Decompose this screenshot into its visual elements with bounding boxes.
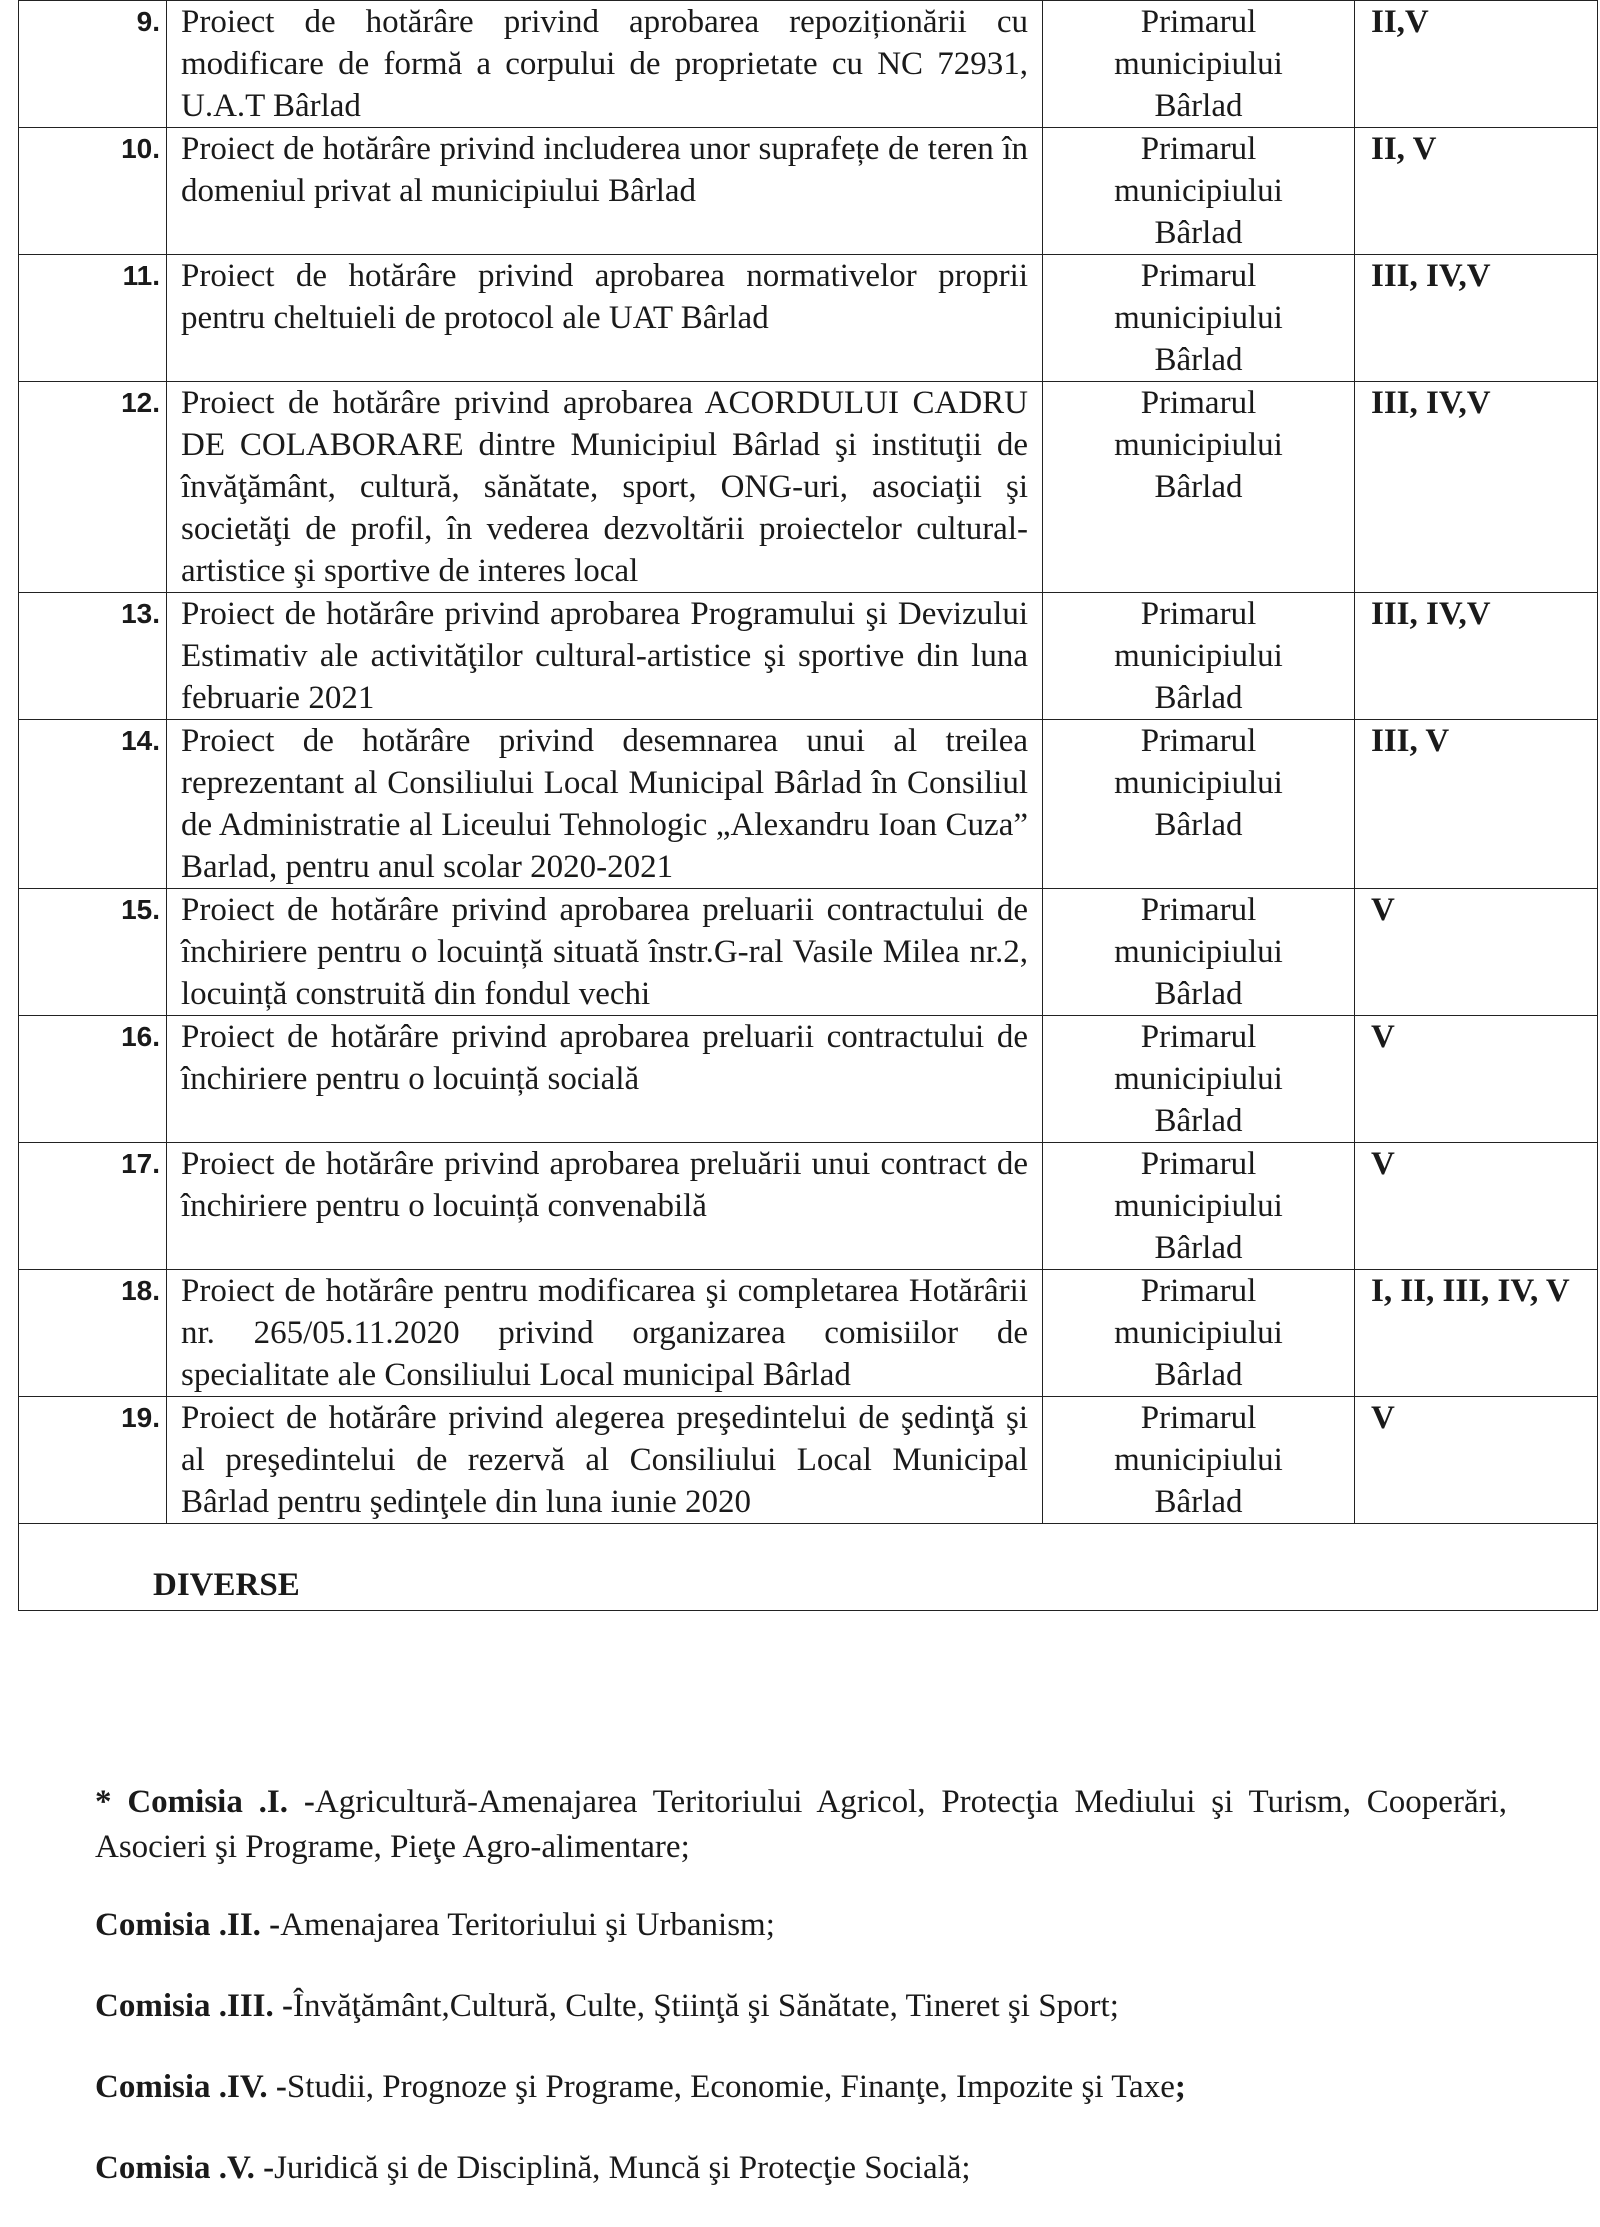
- agenda-row: [19, 889, 1598, 1016]
- item-title: Proiect de hotărâre privind aprobarea Programului şi Devizului Estimativ ale activităţilor cultural-artistice şi sportive din luna februarie 2021: [167, 593, 1043, 720]
- item-number: 16.: [19, 1016, 167, 1143]
- agenda-row: [19, 1397, 1598, 1524]
- item-commissions: III, IV,V: [1355, 593, 1598, 720]
- legend-text: Agricultură-Amenajarea Teritoriului Agricol, Protecţia Mediului şi Turism, Cooperări, Asocieri şi Programe, Pieţe Agro-alimentare;: [95, 1784, 1507, 1865]
- initiator-line: Bârlad: [1154, 88, 1243, 124]
- initiator-line: Primarul: [1140, 4, 1257, 40]
- initiator-line: Bârlad: [1154, 1230, 1243, 1266]
- item-number: 19.: [19, 1397, 167, 1524]
- item-title: Proiect de hotărâre privind alegerea preşedintelui de şedinţă şi al preşedintelui de rezervă al Consiliului Local Municipal Bârlad pentru şedinţele din luna iunie 2020: [167, 1397, 1043, 1524]
- item-title: Proiect de hotărâre privind includerea unor suprafețe de teren în domeniul privat al municipiului Bârlad: [167, 128, 1043, 255]
- initiator-line: Bârlad: [1154, 342, 1243, 378]
- initiator-line: Bârlad: [1154, 1357, 1243, 1393]
- item-commissions: V: [1355, 1016, 1598, 1143]
- item-commissions: III, IV,V: [1355, 255, 1598, 382]
- item-initiator: [1043, 382, 1355, 593]
- legend-label: Comisia .V. -: [95, 2150, 275, 2186]
- initiator-line: Bârlad: [1154, 976, 1243, 1012]
- item-initiator: [1043, 128, 1355, 255]
- item-initiator: [1043, 1016, 1355, 1143]
- legend-commission-1: [95, 1780, 1507, 1870]
- item-initiator: [1043, 1270, 1355, 1397]
- initiator-line: municipiului: [1114, 300, 1283, 336]
- legend-label: * Comisia .I. -: [95, 1784, 315, 1820]
- initiator-line: Primarul: [1140, 723, 1257, 759]
- initiator-line: Primarul: [1140, 1146, 1257, 1182]
- initiator-line: Bârlad: [1154, 469, 1243, 505]
- item-initiator: [1043, 1143, 1355, 1270]
- item-title: Proiect de hotărâre pentru modificarea şi completarea Hotărârii nr. 265/05.11.2020 privind organizarea comisiilor de specialitate ale Consiliului Local municipal Bârlad: [167, 1270, 1043, 1397]
- item-number: 13.: [19, 593, 167, 720]
- agenda-row: [19, 1270, 1598, 1397]
- legend-text: Amenajarea Teritoriului şi Urbanism;: [280, 1907, 775, 1943]
- initiator-line: municipiului: [1114, 46, 1283, 82]
- legend-text: Juridică şi de Disciplină, Muncă şi Protecţie Socială;: [274, 2150, 971, 2186]
- item-title: Proiect de hotărâre privind aprobarea normativelor proprii pentru cheltuieli de protocol ale UAT Bârlad: [167, 255, 1043, 382]
- legend-text: Studii, Prognoze şi Programe, Economie, Finanţe, Impozite şi Taxe: [286, 2069, 1175, 2105]
- item-commissions: III, V: [1355, 720, 1598, 889]
- initiator-line: municipiului: [1114, 934, 1283, 970]
- initiator-line: Bârlad: [1154, 1103, 1243, 1139]
- initiator-line: municipiului: [1114, 1061, 1283, 1097]
- agenda-row: [19, 720, 1598, 889]
- legend-label: Comisia .III. -: [95, 1988, 294, 2024]
- agenda-row: [19, 255, 1598, 382]
- item-commissions: II,V: [1355, 1, 1598, 128]
- item-commissions: III, IV,V: [1355, 382, 1598, 593]
- initiator-line: Primarul: [1140, 596, 1257, 632]
- initiator-line: municipiului: [1114, 173, 1283, 209]
- item-title: Proiect de hotărâre privind aprobarea preluarii contractului de închiriere pentru o locuință socială: [167, 1016, 1043, 1143]
- item-commissions: II, V: [1355, 128, 1598, 255]
- initiator-line: Bârlad: [1154, 807, 1243, 843]
- initiator-line: Primarul: [1140, 258, 1257, 294]
- agenda-row: [19, 1, 1598, 128]
- item-initiator: [1043, 593, 1355, 720]
- item-commissions: V: [1355, 889, 1598, 1016]
- initiator-line: municipiului: [1114, 1315, 1283, 1351]
- item-number: 15.: [19, 889, 167, 1016]
- item-number: 9.: [19, 1, 167, 128]
- legend-tail: ;: [1174, 2069, 1186, 2105]
- item-title: Proiect de hotărâre privind aprobarea ACORDULUI CADRU DE COLABORARE dintre Municipiul Bârlad şi instituţii de învăţământ, cultură, sănătate, sport, ONG-uri, asociaţii şi societăţi de profil, în vederea dezvoltării proiectelor cultural-artistice şi sportive de interes local: [167, 382, 1043, 593]
- item-title: Proiect de hotărâre privind aprobarea repoziționării cu modificare de formă a corpului de proprietate cu NC 72931, U.A.T Bârlad: [167, 1, 1043, 128]
- item-number: 17.: [19, 1143, 167, 1270]
- item-number: 12.: [19, 382, 167, 593]
- initiator-line: Primarul: [1140, 1400, 1257, 1436]
- diverse-heading: DIVERSE: [19, 1524, 1598, 1611]
- initiator-line: Primarul: [1140, 1019, 1257, 1055]
- item-title: Proiect de hotărâre privind desemnarea unui al treilea reprezentant al Consiliului Local Municipal Bârlad în Consiliul de Administratie al Liceului Tehnologic „Alexandru Ioan Cuza” Barlad, pentru anul scolar 2020-2021: [167, 720, 1043, 889]
- initiator-line: Bârlad: [1154, 215, 1243, 251]
- agenda-sheet: [18, 0, 1597, 1611]
- legend-commission-2: [95, 1903, 1507, 1948]
- item-initiator: [1043, 1397, 1355, 1524]
- item-initiator: [1043, 255, 1355, 382]
- initiator-line: municipiului: [1114, 1442, 1283, 1478]
- initiator-line: Primarul: [1140, 385, 1257, 421]
- initiator-line: Primarul: [1140, 1273, 1257, 1309]
- item-number: 11.: [19, 255, 167, 382]
- initiator-line: Primarul: [1140, 131, 1257, 167]
- legend-label: Comisia .II. -: [95, 1907, 281, 1943]
- initiator-line: municipiului: [1114, 1188, 1283, 1224]
- diverse-row: [19, 1524, 1598, 1611]
- item-initiator: [1043, 720, 1355, 889]
- agenda-row: [19, 1016, 1598, 1143]
- item-commissions: I, II, III, IV, V: [1355, 1270, 1598, 1397]
- agenda-row: [19, 1143, 1598, 1270]
- item-commissions: V: [1355, 1397, 1598, 1524]
- item-number: 14.: [19, 720, 167, 889]
- item-commissions: V: [1355, 1143, 1598, 1270]
- commission-legend: [95, 1780, 1507, 2227]
- agenda-row: [19, 593, 1598, 720]
- agenda-table-body: [19, 1, 1598, 1611]
- item-number: 18.: [19, 1270, 167, 1397]
- initiator-line: municipiului: [1114, 765, 1283, 801]
- agenda-row: [19, 382, 1598, 593]
- initiator-line: municipiului: [1114, 427, 1283, 463]
- item-initiator: [1043, 889, 1355, 1016]
- item-title: Proiect de hotărâre privind aprobarea preluarii contractului de închiriere pentru o locuință situată înstr.G-ral Vasile Milea nr.2, locuință construită din fondul vechi: [167, 889, 1043, 1016]
- initiator-line: municipiului: [1114, 638, 1283, 674]
- item-initiator: [1043, 1, 1355, 128]
- legend-commission-4: [95, 2065, 1507, 2110]
- legend-commission-3: [95, 1984, 1507, 2029]
- item-number: 10.: [19, 128, 167, 255]
- legend-commission-5: [95, 2146, 1507, 2191]
- legend-text: Învăţământ,Cultură, Culte, Ştiinţă şi Sănătate, Tineret şi Sport;: [293, 1988, 1119, 2024]
- legend-label: Comisia .IV. -: [95, 2069, 287, 2105]
- agenda-table: [18, 0, 1598, 1611]
- initiator-line: Bârlad: [1154, 680, 1243, 716]
- initiator-line: Bârlad: [1154, 1484, 1243, 1520]
- item-title: Proiect de hotărâre privind aprobarea preluării unui contract de închiriere pentru o locuință convenabilă: [167, 1143, 1043, 1270]
- agenda-row: [19, 128, 1598, 255]
- initiator-line: Primarul: [1140, 892, 1257, 928]
